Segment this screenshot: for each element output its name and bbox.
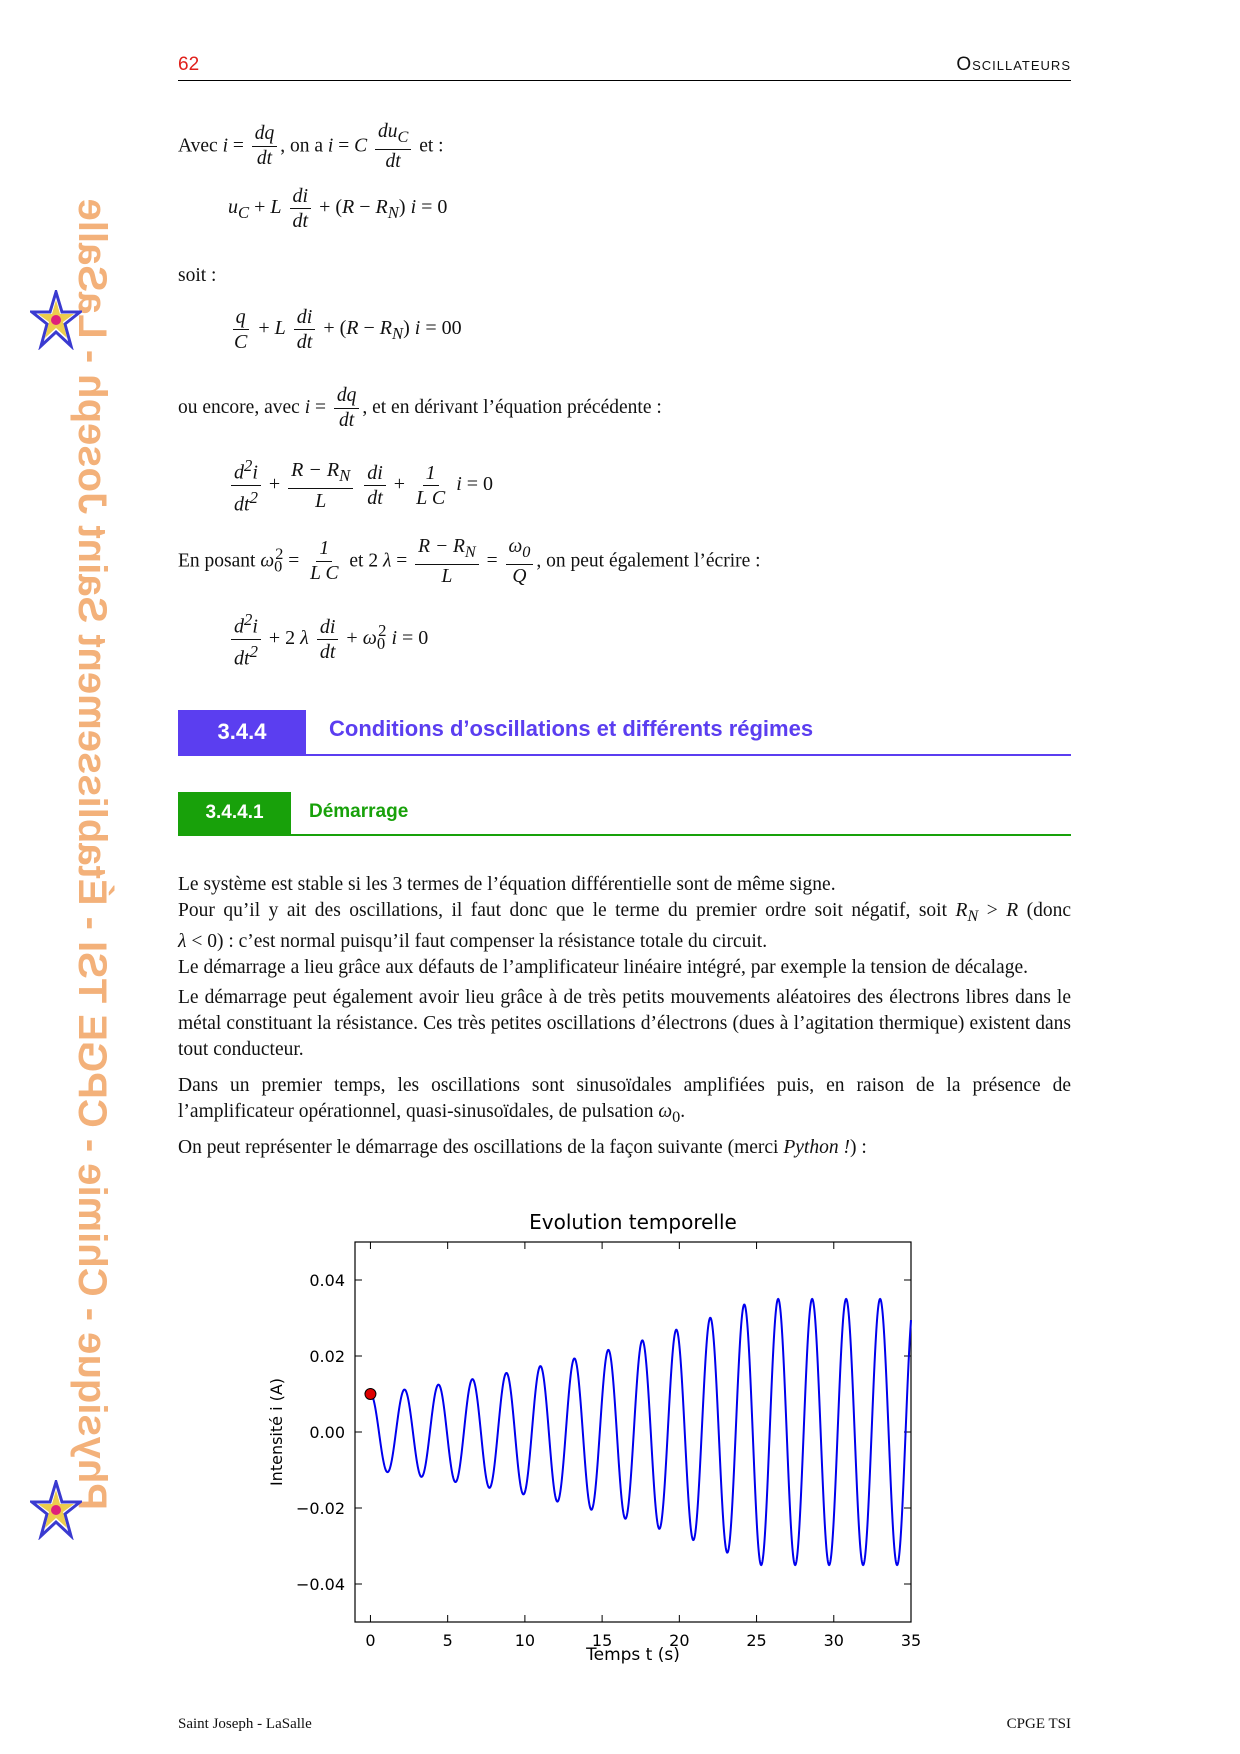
ou-encore-line: ou encore, avec i = $\frac{dq}{dt}$ , et en dérivant l’équation précédente :	[178, 385, 662, 431]
text-en-posant: En posant	[178, 550, 256, 572]
text-peut-ecrire: , on peut également l’écrire :	[536, 550, 761, 572]
paragraph-stability: Le système est stable si les 3 termes de l’équation différentielle sont de même signe. Pour qu’il y ait des oscillations, il faut donc que le terme du premier ordre soit négatif, soit $R_N > R$ (donc λ < 0) : c’est normal puisqu’il faut compenser la résistance totale du circuit. Le démarrage a lieu grâce aux défauts de l’amplificateur linéaire intégré, par exemple la tension de décalage.	[178, 872, 1071, 981]
x-tick-label: 0	[365, 1631, 376, 1650]
header-rule	[178, 80, 1071, 81]
p1-line1: Le système est stable si les 3 termes de l’équation différentielle sont de même signe.	[178, 874, 836, 895]
x-tick-label: 30	[823, 1631, 844, 1650]
footer-right: CPGE TSI	[1006, 1716, 1071, 1732]
footer-left: Saint Joseph - LaSalle	[178, 1716, 312, 1732]
chapter-title: Oscillateurs	[956, 54, 1071, 75]
y-tick-label: −0.02	[295, 1499, 345, 1518]
paragraph-first-time: Dans un premier temps, les oscillations sont sinusoïdales amplifiées puis, en raison de la présence de l’amplificateur opérationnel, quasi-sinusoïdales, de pulsation $\omega_0$.	[178, 1075, 1071, 1126]
text-on-a: , on a	[280, 135, 324, 157]
x-axis-label: Temps t (s)	[586, 1645, 680, 1665]
x-tick-label: 20	[669, 1631, 690, 1650]
page-number: 62	[178, 54, 200, 75]
p1-line2a: Pour qu’il y ait des oscillations, il faut donc que le terme du premier ordre soit négatif, soit	[178, 900, 947, 921]
paragraph-representation	[178, 1135, 1071, 1161]
initial-point-marker	[365, 1389, 376, 1400]
school-logo-icon-bottom	[30, 1480, 82, 1540]
section-rule	[178, 754, 1071, 756]
text-ou-encore: ou encore, avec	[178, 396, 300, 418]
subsection-rule	[178, 834, 1071, 836]
axis-ticks	[296, 1242, 921, 1650]
x-tick-label: 35	[900, 1631, 922, 1650]
text-soit: soit :	[178, 265, 217, 286]
p1-line2b: (donc	[1026, 900, 1072, 921]
section-number: 3.4.4	[178, 710, 306, 754]
y-tick-label: 0.04	[309, 1271, 345, 1290]
x-tick-label: 5	[442, 1631, 453, 1650]
watermark-text: Physique - Chimie - CPGE TSI - Établissement Saint Joseph - LaSalle	[70, 198, 114, 1510]
p3-text: Dans un premier temps, les oscillations sont sinusoïdales amplifiées puis, en raison de la présence de l’amplificateur opérationnel, quasi-sinusoïdales, de pulsation	[178, 1075, 1071, 1122]
text-avec: Avec	[178, 135, 218, 157]
x-tick-label: 15	[591, 1631, 613, 1650]
y-tick-label: 0.00	[309, 1423, 345, 1442]
school-logo-icon	[30, 290, 82, 350]
subsection-number: 3.4.4.1	[178, 792, 291, 834]
p4-end: ) :	[849, 1137, 867, 1158]
text-et: et :	[419, 135, 444, 157]
series-line	[370, 1299, 911, 1565]
x-tick-label: 25	[746, 1631, 767, 1650]
p1-line4: Le démarrage a lieu grâce aux défauts de l’amplificateur linéaire intégré, par exemple la tension de décalage.	[178, 956, 1028, 978]
paragraph-electrons: Le démarrage peut également avoir lieu grâce à de très petits mouvements aléatoires des électrons libres dans le métal constituant la résistance. Ces très petites oscillations d’électrons (dues à l’agitation thermique) existent dans tout conducteur.	[178, 987, 1071, 1060]
equation-2: $\frac{q}{C}$ + L $\frac{di}{dt}$ + $(R - R_N)$ i = 00	[234, 306, 462, 353]
sidebar-watermark	[64, 198, 114, 1510]
intro-line: Avec i = $\frac{dq}{dt}$ , on a i = C $\frac{du_C}{dt}$ et :	[178, 121, 444, 172]
y-tick-label: 0.02	[309, 1347, 345, 1366]
text-et-2: et	[349, 550, 364, 572]
equation-3: $\frac{d^2i}{dt^2}$ + $\frac{R - R_N}{L}$ $\frac{di}{dt}$ + $\frac{1}{\text{L C}}$ i = 0	[228, 454, 493, 516]
chart-title: Evolution temporelle	[529, 1210, 737, 1234]
p4-text: On peut représenter le démarrage des oscillations de la façon suivante (merci	[178, 1137, 779, 1158]
y-tick-label: −0.04	[295, 1575, 345, 1594]
text-ou-encore-end: , et en dérivant l’équation précédente :	[362, 396, 662, 418]
en-posant-line: En posant $\omega_0^2$ = $\frac{1}{\text{L C}}$ et 2 λ = $\frac{R - R_N}{L}$ = $\frac{\omega_0}{Q}$ , on peut également l’écrire :	[178, 536, 761, 587]
y-axis-label: Intensité i (A)	[267, 1377, 286, 1487]
p4-python: Python !	[783, 1137, 850, 1158]
x-tick-label: 10	[514, 1631, 536, 1650]
oscillation-chart	[240, 1205, 940, 1665]
equation-4: $\frac{d^2i}{dt^2}$ + 2 λ $\frac{di}{dt}$ + $\omega_0^2$ i = 0	[228, 608, 428, 670]
equation-1: $u_C + L$ $\frac{di}{dt}$ + $(R - R_N)$ i = 0	[228, 185, 448, 232]
subsection-title: Démarrage	[309, 801, 409, 822]
p1-line3: ) : c’est normal puisqu’il faut compenser la résistance totale du circuit.	[216, 930, 768, 952]
section-title: Conditions d’oscillations et différents régimes	[329, 716, 814, 741]
